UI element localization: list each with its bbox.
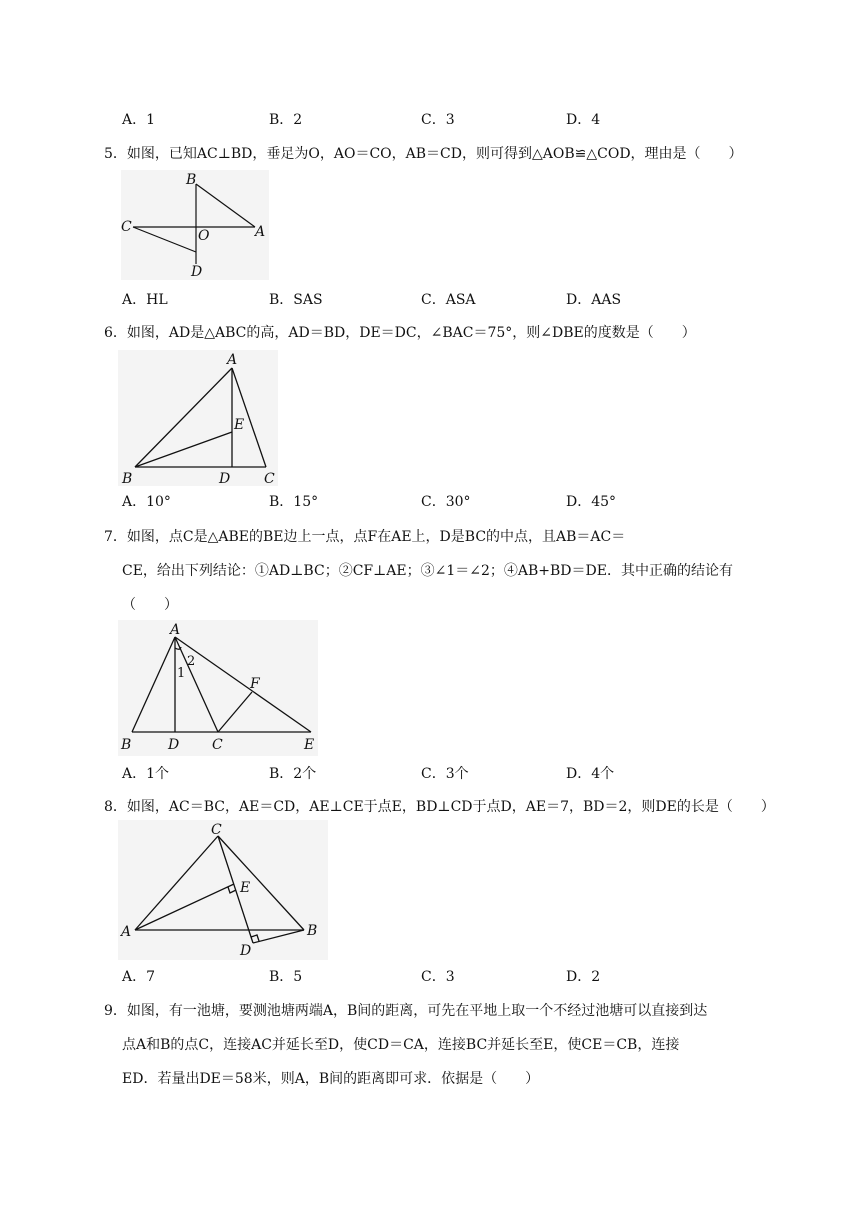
q7-stem-line1: 7．如图，点C是△ABE的BE边上一点，点F在AE上，D是BC的中点，且AB＝AC＝ bbox=[104, 529, 626, 545]
q6-label-a: A bbox=[227, 352, 238, 368]
q7-option-c: C．3个 bbox=[421, 766, 469, 782]
q4-option-b: B．2 bbox=[269, 112, 303, 128]
q5-figure bbox=[121, 170, 269, 280]
q9-stem-line1: 9．如图，有一池塘，要测池塘两端A，B间的距离，可先在平地上取一个不经过池塘可以直接到达 bbox=[104, 1003, 708, 1019]
q6-figure bbox=[118, 350, 278, 486]
q8-label-d: D bbox=[240, 943, 252, 959]
q7-label-a: A bbox=[170, 622, 181, 638]
q8-label-c: C bbox=[211, 822, 222, 838]
q7-figure bbox=[118, 620, 318, 756]
q4-option-a: A．1 bbox=[122, 112, 156, 128]
q6-option-b: B．15° bbox=[269, 494, 319, 510]
q6-label-c: C bbox=[264, 471, 275, 486]
q5-stem: 5．如图，已知AC⊥BD，垂足为O，AO＝CO，AB＝CD，则可得到△AOB≌△COD，理由是（ ） bbox=[104, 146, 743, 162]
q6-stem: 6．如图，AD是△ABC的高，AD＝BD，DE＝DC，∠BAC＝75°，则∠DBE的度数是（ ） bbox=[104, 325, 696, 341]
q8-stem: 8．如图，AC＝BC，AE＝CD，AE⊥CE于点E，BD⊥CD于点D，AE＝7，BD＝2，则DE的长是（ ） bbox=[104, 799, 775, 815]
q5-label-b: B bbox=[186, 172, 197, 188]
q7-label-b: B bbox=[121, 737, 132, 753]
q5-option-a: A．HL bbox=[122, 292, 168, 308]
q8-option-c: C．3 bbox=[421, 969, 455, 985]
q8-label-b: B bbox=[307, 923, 318, 939]
q7-option-b: B．2个 bbox=[269, 766, 317, 782]
q6-option-a: A．10° bbox=[122, 494, 171, 510]
q7-stem-line2: CE，给出下列结论：①AD⊥BC；②CF⊥AE；③∠1＝∠2；④AB+BD＝DE．其中正确的结论有 bbox=[122, 563, 733, 579]
q5-label-c: C bbox=[121, 219, 132, 235]
q8-option-b: B．5 bbox=[269, 969, 303, 985]
q8-label-e: E bbox=[240, 880, 251, 896]
q8-option-a: A．7 bbox=[122, 969, 156, 985]
q5-option-d: D．AAS bbox=[566, 292, 622, 308]
q5-label-o: O bbox=[198, 228, 210, 244]
q6-label-e: E bbox=[234, 417, 245, 433]
q7-label-1: 1 bbox=[177, 666, 186, 681]
q7-stem-line3: （ ） bbox=[122, 597, 178, 613]
q6-option-d: D．45° bbox=[566, 494, 617, 510]
q7-label-c: C bbox=[212, 737, 223, 753]
q5-option-b: B．SAS bbox=[269, 292, 323, 308]
q7-option-a: A．1个 bbox=[122, 766, 170, 782]
q8-option-d: D．2 bbox=[566, 969, 601, 985]
q8-label-a: A bbox=[121, 924, 132, 940]
q7-label-f: F bbox=[250, 676, 260, 692]
q6-label-b: B bbox=[122, 471, 133, 486]
q5-label-a: A bbox=[255, 224, 266, 240]
q7-option-d: D．4个 bbox=[566, 766, 615, 782]
q5-label-d: D bbox=[191, 264, 203, 280]
q7-label-e: E bbox=[304, 737, 315, 753]
q4-option-c: C．3 bbox=[421, 112, 455, 128]
q9-stem-line3: ED．若量出DE＝58米，则A，B间的距离即可求．依据是（ ） bbox=[122, 1071, 540, 1087]
q6-label-d: D bbox=[219, 471, 231, 486]
q5-option-c: C．ASA bbox=[421, 292, 476, 308]
q4-option-d: D．4 bbox=[566, 112, 601, 128]
q6-option-c: C．30° bbox=[421, 494, 471, 510]
q9-stem-line2: 点A和B的点C，连接AC并延长至D，使CD＝CA，连接BC并延长至E，使CE＝CB，连接 bbox=[122, 1037, 680, 1053]
q8-figure bbox=[118, 820, 328, 960]
q7-label-d: D bbox=[168, 737, 180, 753]
q7-label-2: 2 bbox=[187, 654, 196, 669]
